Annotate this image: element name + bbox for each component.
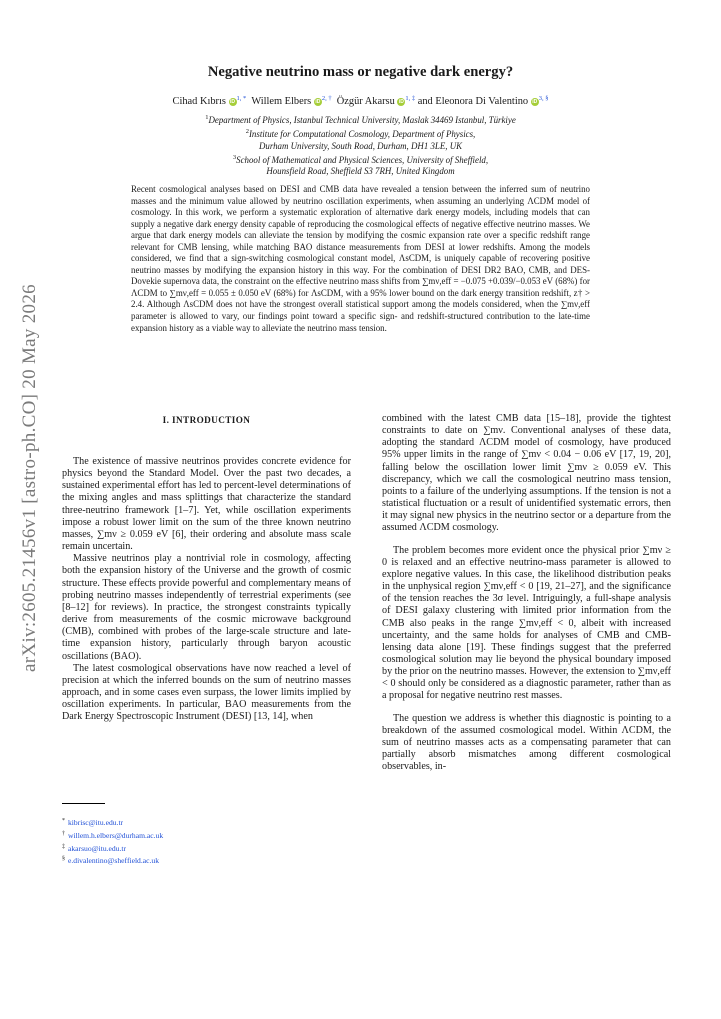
footnote-mark: § — [62, 856, 65, 863]
author-name: Cihad Kıbrıs — [172, 96, 226, 107]
author-marks[interactable]: 1, * — [236, 95, 247, 102]
author-marks[interactable]: 3, § — [538, 95, 549, 102]
affiliation-text: School of Mathematical and Physical Sciences, University of Sheffield, — [236, 154, 489, 165]
affiliation — [0, 166, 721, 177]
affiliation-number: 1 — [205, 114, 209, 121]
author-list — [0, 95, 721, 107]
footnote-mark: ‡ — [62, 843, 65, 850]
section-heading: I. INTRODUCTION — [162, 415, 251, 425]
footnote — [62, 842, 163, 855]
author-joiner: and — [417, 96, 433, 107]
orcid-icon[interactable]: iD — [398, 99, 404, 105]
paragraph: combined with the latest CMB data [15–18], provide the tightest constraints to date on ∑mν. Conventional analyses of these data, adopting the standard ΛCDM model of cosmology, have produced 95% upper limits in the range of ∑mν < 0.04 − 0.06 eV [17, 19, 20], falling below the oscillation lower limit ∑mν ≥ 0.059 eV. This discrepancy, which we call the cosmological neutrino mass tension, points to a failure of the underlying assumptions. If the tension is not a statistical fluctuation or a result of unidentified systematic errors, then it may signal new physics in the neutrino sector or a departure from the assumed ΛCDM cosmology. — [382, 413, 671, 534]
paragraph: The question we address is whether this diagnostic is pointing to a breakdown of the assumed cosmological model. Within ΛCDM, the sum of neutrino masses acts as a compensating parameter that can partially absorb mismatches among different cosmological observables, in- — [382, 712, 671, 773]
affiliation — [0, 126, 721, 140]
right-column — [382, 413, 671, 773]
email-link[interactable]: willem.h.elbers@durham.ac.uk — [68, 830, 164, 840]
author-marks[interactable]: 1, ‡ — [405, 95, 416, 102]
footnote — [62, 816, 163, 829]
orcid-icon[interactable]: iD — [315, 99, 321, 105]
affiliation-text: Durham University, South Road, Durham, DH1 3LE, UK — [258, 140, 463, 151]
orcid-icon[interactable]: iD — [230, 99, 236, 105]
email-link[interactable]: kibrisc@itu.edu.tr — [68, 818, 124, 827]
author-name: Özgür Akarsu — [336, 96, 395, 107]
affiliation — [0, 112, 721, 126]
author-name: Eleonora Di Valentino — [435, 96, 529, 107]
footnote-mark: † — [62, 830, 65, 837]
affiliations — [0, 112, 721, 177]
affiliation-text: Institute for Computational Cosmology, Department of Physics, — [248, 129, 476, 140]
affiliation-text: Department of Physics, Istanbul Technical University, Maslak 34469 Istanbul, Türkiye — [208, 115, 516, 125]
footnote — [62, 854, 163, 867]
arxiv-identifier — [12, 268, 48, 688]
footnotes — [62, 816, 163, 867]
affiliation — [0, 141, 721, 152]
paragraph: The existence of massive neutrinos provides concrete evidence for physics beyond the Standard Model. Over the past two decades, a sustained experimental effort has led to percent-level determinations of the mixing angles and mass splittings that characterize the standard three-neutrino framework [1–7]. Yet, while oscillation experiments impose a robust lower limit on the sum of the three known neutrino masses, ∑mν ≥ 0.059 eV [6], their ordering and absolute mass scale remain uncertain. — [62, 456, 351, 553]
affiliation-number: 3 — [232, 153, 237, 161]
footnote-mark: * — [62, 818, 65, 824]
paragraph: Massive neutrinos play a nontrivial role in cosmology, affecting both the expansion history of the Universe and the growth of cosmic structure. These effects provide powerful and complementary means of probing neutrino masses independently of terrestrial experiments (see [8–12] for reviews). In practice, the strongest constraints typically derive from measurements of the cosmic microwave background (CMB), combined with probes of the large-scale structure and late-time expansion history, particularly through baryon acoustic oscillations (BAO). — [62, 553, 351, 662]
left-column — [62, 456, 351, 723]
affiliation — [0, 152, 721, 166]
email-link[interactable]: e.divalentino@sheffield.ac.uk — [68, 856, 159, 866]
affiliation-number: 2 — [245, 128, 249, 136]
paragraph: The latest cosmological observations have now reached a level of precision at which the inferred bounds on the sum of neutrino masses approach, and in some cases even surpass, the lower limits implied by oscillation experiments. In particular, BAO measurements from the Dark Energy Spectroscopic Instrument (DESI) [13, 14], when — [62, 662, 351, 723]
author-marks[interactable]: 2, † — [321, 95, 332, 102]
paragraph: The problem becomes more evident once the physical prior ∑mν ≥ 0 is relaxed and an effective neutrino-mass parameter is allowed to explore negative values. In this case, the likelihood distribution peaks in the unphysical region ∑mν,eff < 0 [19, 21–27], and the significance of the tension reaches the 3σ level. Intriguingly, a full-shape analysis of DESI galaxy clustering with limited prior information from the CMB also peaks in the range ∑mν,eff < 0, albeit with increased uncertainty, and the same holds for analyses of CMB and CMB-lensing data alone [19]. These findings suggest that the preferred cosmological solution may lie beyond the physical boundary imposed by the prior on the neutrino masses. However, the extension to ∑mν,eff < 0 should only be considered as a diagnostic parameter, rather than as a proposal for negative neutrino rest masses. — [382, 544, 672, 702]
affiliation-text: Hounsfield Road, Sheffield S3 7RH, United Kingdom — [266, 166, 455, 177]
arxiv-identifier-text: arXiv:2605.21456v1 [astro-ph.CO] 20 May 2026 — [19, 284, 40, 672]
abstract: Recent cosmological analyses based on DESI and CMB data have revealed a tension between the inferred sum of neutrino masses and the minimum value allowed by neutrino oscillation experiments, when assuming an underlying ΛCDM model of cosmology. In this work, we perform a systematic exploration of alternative dark energy models, including models that can supply a negative dark energy density capable of reproducing the cosmological effects of negative effective neutrino masses. We argue that dark energy models can alleviate the tension by modifying the cosmic expansion rate over a specific redshift range relevant for CMB lensing, while matching BAO distance measurements from DESI at lower redshifts. Among the models considered, we find that a sign-switching cosmological constant model, ΛsCDM, is uniquely capable of recovering positive neutrino masses by modifying the expansion history in this way. For the combination of DESI DR2 BAO, CMB, and DES-Dovekie supernova data, the constraint on the effective neutrino mass shifts from ∑mν,eff = −0.075 +0.039/−0.053 eV (68%) for ΛCDM to ∑mν,eff = 0.055 ± 0.050 eV (68%) for ΛsCDM, with a 95% lower bound on the dark energy transition redshift, z† > 2.4. Although ΛsCDM does not have the strongest overall statistical support among the models considered, when the ∑mν,eff parameter is allowed to vary, our findings point toward a specific sign- and redshift-structured contribution to the late-time expansion history as a viable way to alleviate the neutrino mass tension. — [131, 184, 590, 333]
footnote — [62, 829, 163, 842]
author-name: Willem Elbers — [251, 96, 312, 107]
email-link[interactable]: akarsuo@itu.edu.tr — [68, 843, 127, 853]
orcid-icon[interactable]: iD — [532, 99, 538, 105]
paper-title: Negative neutrino mass or negative dark energy? — [207, 64, 514, 80]
footnote-divider — [62, 803, 105, 804]
